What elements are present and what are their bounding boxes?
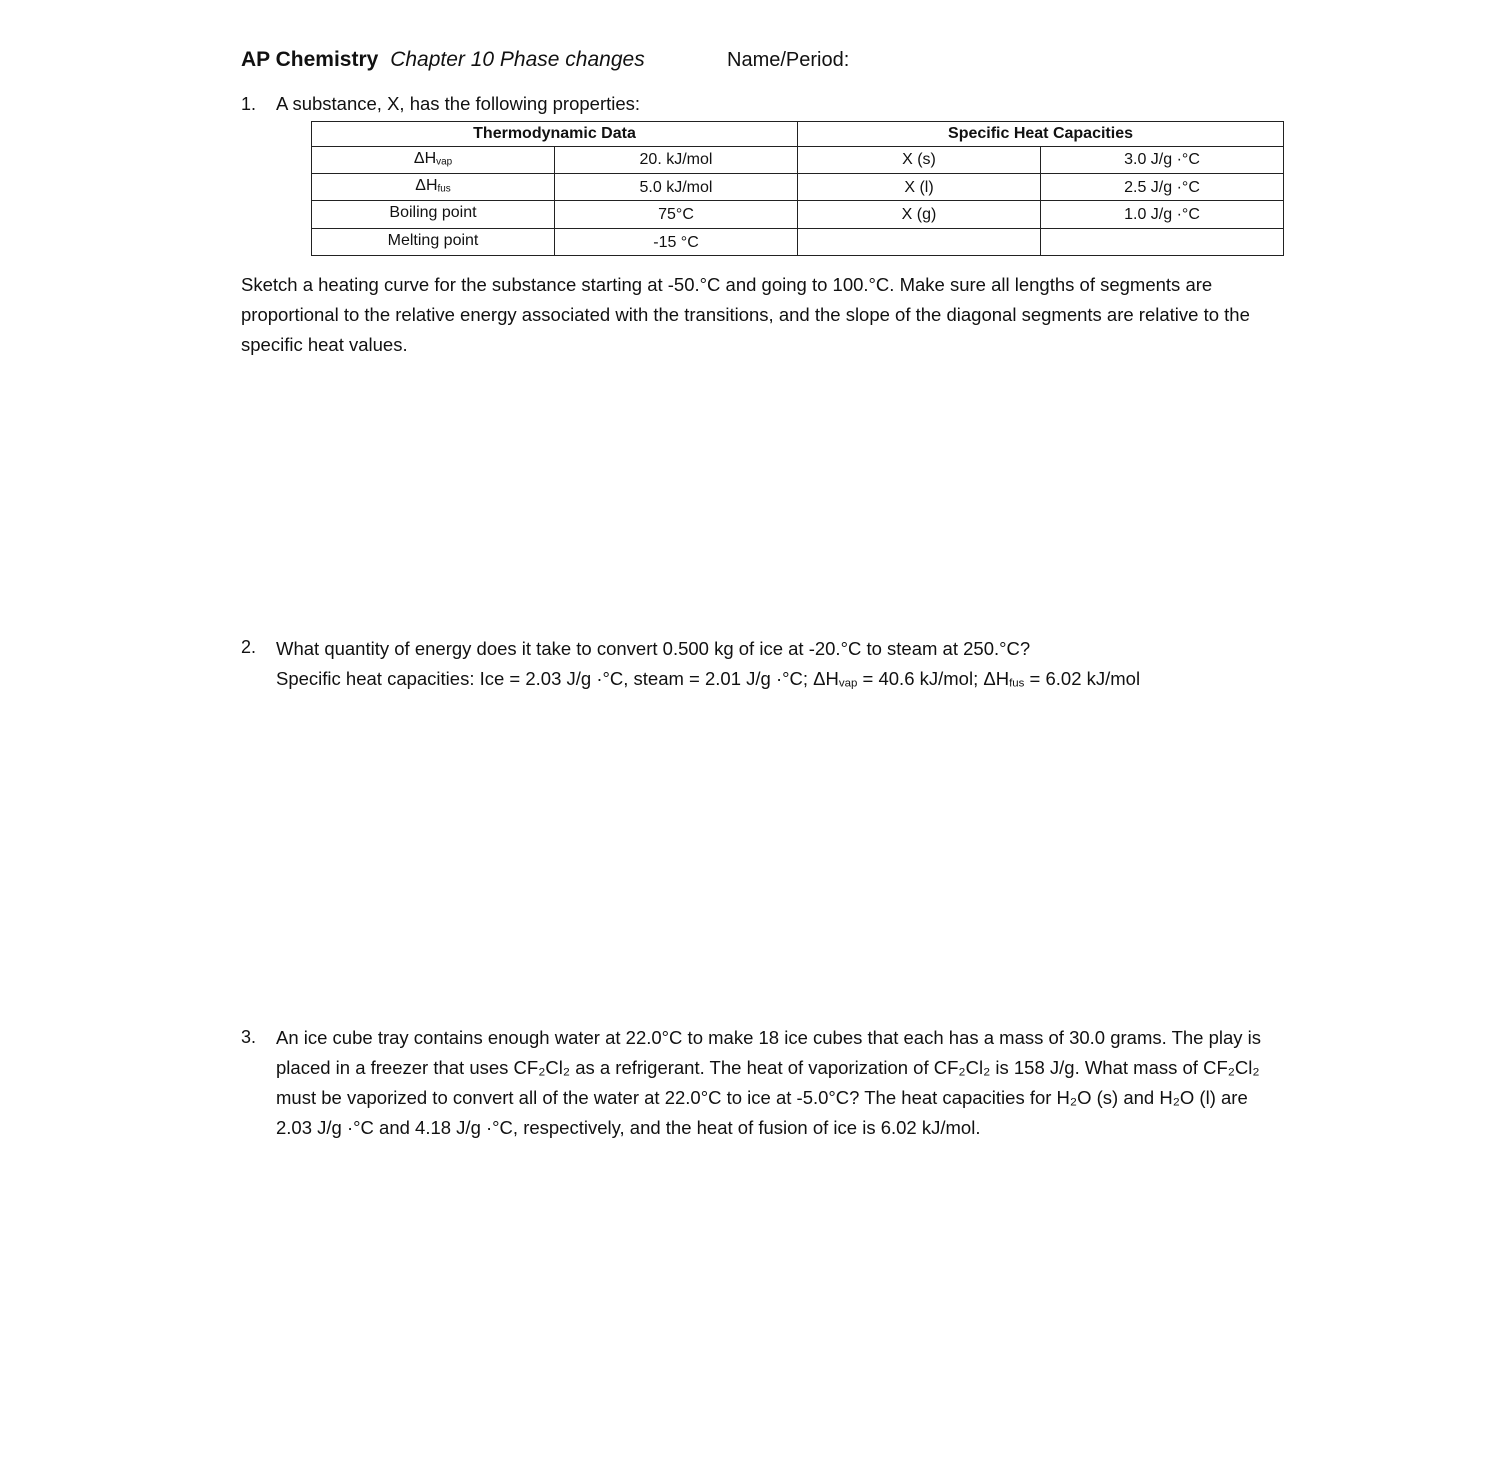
table-header-row [312, 122, 1284, 147]
question-2-text [276, 634, 1286, 699]
table-row [312, 173, 1284, 200]
thermo-data-header: Thermodynamic Data [312, 122, 798, 147]
phase-cell: X (s) [798, 146, 1041, 173]
question-2-line-1: What quantity of energy does it take to convert 0.500 kg of ice at -20.°C to steam at 250.°C? [276, 638, 1031, 659]
course-name: AP Chemistry [241, 48, 379, 71]
property-cell: $\Delta H_{vap}$ [312, 146, 555, 173]
value-cell: -15 °C [555, 228, 798, 255]
question-3-number: 3. [241, 1027, 257, 1047]
capacity-cell: 2.5 J/g ·°C [1041, 173, 1284, 200]
question-2-number: 2. [241, 637, 257, 657]
table-row [312, 146, 1284, 173]
capacity-cell: 1.0 J/g ·°C [1041, 201, 1284, 228]
value-cell: 5.0 kJ/mol [555, 173, 798, 200]
value-cell: 75°C [555, 201, 798, 228]
name-period-label: Name/Period: [727, 49, 850, 71]
phase-cell: X (l) [798, 173, 1041, 200]
property-cell: Boiling point [312, 201, 555, 228]
property-cell: $\Delta H_{fus}$ [312, 173, 555, 200]
table-row [312, 201, 1284, 228]
properties-table [311, 121, 1284, 256]
capacity-cell: 3.0 J/g ·°C [1041, 146, 1284, 173]
value-cell: 20. kJ/mol [555, 146, 798, 173]
property-cell: Melting point [312, 228, 555, 255]
capacity-cell [1041, 228, 1284, 255]
question-2-line-2: Specific heat capacities: Ice = 2.03 J/g ·°C, steam = 2.01 J/g ·°C; $\Delta H_{vap} = 40.6$ kJ/mol; $\Delta H_{fus} = 6.02$ kJ/mol [276, 668, 1141, 690]
sketch-instructions: Sketch a heating curve for the substance starting at -50.°C and going to 100.°C. Make sure all lengths of segments are proportional to the relative energy associated with the transitions, and the slope of the diagonal segments are relative to the specific heat values. [241, 274, 1250, 355]
phase-cell [798, 228, 1041, 255]
question-1-intro: A substance, X, has the following properties: [276, 93, 641, 114]
question-3-text: An ice cube tray contains enough water at 22.0°C to make 18 ice cubes that each has a mass of 30.0 grams. The play is placed in a freezer that uses CF₂Cl₂ as a refrigerant. The heat of vaporization of CF₂Cl₂ is 158 J/g. What mass of CF₂Cl₂ must be vaporized to convert all of the water at 22.0°C to ice at -5.0°C? The heat capacities for H₂O (s) and H₂O (l) are 2.03 J/g ·°C and 4.18 J/g ·°C, respectively, and the heat of fusion of ice is 6.02 kJ/mol. [276, 1027, 1262, 1138]
phase-cell: X (g) [798, 201, 1041, 228]
question-1-number: 1. [241, 94, 257, 114]
worksheet-title [241, 48, 645, 72]
specific-heat-header: Specific Heat Capacities [798, 122, 1284, 147]
chapter-title: Chapter 10 Phase changes [390, 48, 645, 71]
table-row [312, 228, 1284, 255]
